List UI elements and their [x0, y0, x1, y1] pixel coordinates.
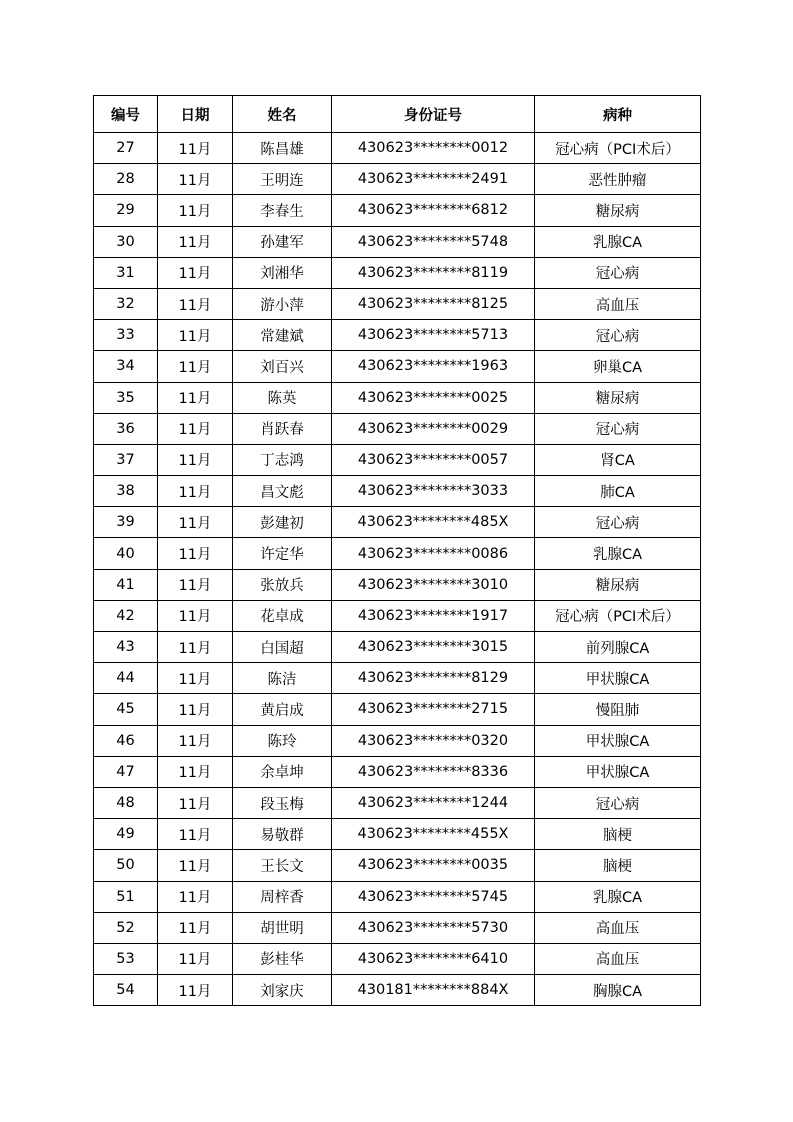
patient-table: [93, 95, 701, 1006]
table-row: [94, 226, 701, 257]
table-row: [94, 694, 701, 725]
cell-date: 11月: [158, 133, 233, 164]
cell-date: 11月: [158, 382, 233, 413]
cell-disease: 冠心病: [535, 413, 701, 444]
cell-date: 11月: [158, 413, 233, 444]
cell-date: 11月: [158, 320, 233, 351]
table-row: [94, 195, 701, 226]
cell-id-number: 430623********5748: [332, 226, 535, 257]
table-row: [94, 725, 701, 756]
cell-number: 48: [94, 787, 158, 818]
cell-date: 11月: [158, 975, 233, 1006]
cell-id-number: 430623********5730: [332, 912, 535, 943]
table-row: [94, 881, 701, 912]
cell-id-number: 430623********2491: [332, 164, 535, 195]
cell-number: 38: [94, 476, 158, 507]
cell-date: 11月: [158, 850, 233, 881]
cell-id-number: 430623********0025: [332, 382, 535, 413]
cell-name: 周梓香: [233, 881, 332, 912]
cell-disease: 脑梗: [535, 850, 701, 881]
cell-number: 40: [94, 538, 158, 569]
cell-id-number: 430623********0057: [332, 444, 535, 475]
table-row: [94, 632, 701, 663]
cell-id-number: 430623********485X: [332, 507, 535, 538]
table-row: [94, 507, 701, 538]
cell-disease: 乳腺CA: [535, 881, 701, 912]
cell-date: 11月: [158, 694, 233, 725]
table-row: [94, 663, 701, 694]
table-row: [94, 943, 701, 974]
table-row: [94, 912, 701, 943]
table-row: [94, 257, 701, 288]
table-row: [94, 787, 701, 818]
cell-number: 47: [94, 756, 158, 787]
cell-disease: 冠心病: [535, 787, 701, 818]
cell-id-number: 430623********455X: [332, 819, 535, 850]
cell-disease: 甲状腺CA: [535, 725, 701, 756]
cell-number: 28: [94, 164, 158, 195]
cell-disease: 高血压: [535, 943, 701, 974]
cell-name: 彭桂华: [233, 943, 332, 974]
cell-id-number: 430623********8129: [332, 663, 535, 694]
cell-id-number: 430623********3015: [332, 632, 535, 663]
cell-date: 11月: [158, 257, 233, 288]
table-row: [94, 850, 701, 881]
cell-number: 31: [94, 257, 158, 288]
cell-disease: 高血压: [535, 912, 701, 943]
cell-disease: 糖尿病: [535, 569, 701, 600]
cell-number: 42: [94, 600, 158, 631]
cell-id-number: 430623********0086: [332, 538, 535, 569]
cell-name: 肖跃春: [233, 413, 332, 444]
cell-name: 刘百兴: [233, 351, 332, 382]
cell-date: 11月: [158, 507, 233, 538]
cell-id-number: 430623********6812: [332, 195, 535, 226]
cell-id-number: 430623********0012: [332, 133, 535, 164]
cell-name: 余卓坤: [233, 756, 332, 787]
table-row: [94, 975, 701, 1006]
cell-number: 46: [94, 725, 158, 756]
cell-number: 32: [94, 288, 158, 319]
table-row: [94, 600, 701, 631]
cell-disease: 胸腺CA: [535, 975, 701, 1006]
header-id-number: 身份证号: [332, 96, 535, 133]
cell-disease: 冠心病: [535, 507, 701, 538]
cell-date: 11月: [158, 444, 233, 475]
table-row: [94, 569, 701, 600]
table-row: [94, 320, 701, 351]
cell-number: 43: [94, 632, 158, 663]
cell-disease: 乳腺CA: [535, 226, 701, 257]
cell-name: 张放兵: [233, 569, 332, 600]
cell-id-number: 430623********0035: [332, 850, 535, 881]
cell-name: 陈英: [233, 382, 332, 413]
table-row: [94, 413, 701, 444]
cell-id-number: 430623********3010: [332, 569, 535, 600]
cell-date: 11月: [158, 476, 233, 507]
cell-disease: 冠心病（PCI术后）: [535, 600, 701, 631]
cell-number: 54: [94, 975, 158, 1006]
cell-date: 11月: [158, 943, 233, 974]
cell-number: 29: [94, 195, 158, 226]
header-row: [94, 96, 701, 133]
cell-date: 11月: [158, 725, 233, 756]
cell-date: 11月: [158, 538, 233, 569]
header-number: 编号: [94, 96, 158, 133]
cell-disease: 恶性肿瘤: [535, 164, 701, 195]
header-name: 姓名: [233, 96, 332, 133]
cell-number: 27: [94, 133, 158, 164]
cell-number: 44: [94, 663, 158, 694]
cell-date: 11月: [158, 912, 233, 943]
cell-name: 易敬群: [233, 819, 332, 850]
cell-disease: 甲状腺CA: [535, 663, 701, 694]
cell-name: 王长文: [233, 850, 332, 881]
cell-number: 36: [94, 413, 158, 444]
header-disease: 病种: [535, 96, 701, 133]
cell-date: 11月: [158, 819, 233, 850]
cell-id-number: 430623********0029: [332, 413, 535, 444]
cell-disease: 脑梗: [535, 819, 701, 850]
table-row: [94, 164, 701, 195]
table-row: [94, 382, 701, 413]
cell-disease: 乳腺CA: [535, 538, 701, 569]
table-row: [94, 444, 701, 475]
cell-date: 11月: [158, 195, 233, 226]
cell-number: 33: [94, 320, 158, 351]
cell-id-number: 430623********5713: [332, 320, 535, 351]
cell-date: 11月: [158, 164, 233, 195]
cell-name: 刘家庆: [233, 975, 332, 1006]
cell-number: 50: [94, 850, 158, 881]
cell-number: 49: [94, 819, 158, 850]
cell-name: 刘湘华: [233, 257, 332, 288]
cell-name: 李春生: [233, 195, 332, 226]
header-date: 日期: [158, 96, 233, 133]
cell-id-number: 430623********3033: [332, 476, 535, 507]
cell-date: 11月: [158, 881, 233, 912]
cell-name: 丁志鸿: [233, 444, 332, 475]
cell-disease: 前列腺CA: [535, 632, 701, 663]
cell-name: 白国超: [233, 632, 332, 663]
cell-name: 游小萍: [233, 288, 332, 319]
cell-number: 39: [94, 507, 158, 538]
cell-disease: 肺CA: [535, 476, 701, 507]
cell-id-number: 430623********1244: [332, 787, 535, 818]
cell-id-number: 430623********1963: [332, 351, 535, 382]
cell-disease: 冠心病: [535, 320, 701, 351]
cell-id-number: 430623********2715: [332, 694, 535, 725]
cell-number: 52: [94, 912, 158, 943]
table-row: [94, 288, 701, 319]
cell-number: 35: [94, 382, 158, 413]
cell-number: 51: [94, 881, 158, 912]
cell-id-number: 430623********8336: [332, 756, 535, 787]
table-row: [94, 756, 701, 787]
cell-number: 30: [94, 226, 158, 257]
cell-number: 45: [94, 694, 158, 725]
cell-name: 王明连: [233, 164, 332, 195]
table-row: [94, 351, 701, 382]
cell-name: 黄启成: [233, 694, 332, 725]
table-row: [94, 819, 701, 850]
table-row: [94, 476, 701, 507]
cell-disease: 糖尿病: [535, 195, 701, 226]
cell-id-number: 430623********8119: [332, 257, 535, 288]
cell-disease: 卵巢CA: [535, 351, 701, 382]
cell-name: 许定华: [233, 538, 332, 569]
cell-date: 11月: [158, 600, 233, 631]
cell-date: 11月: [158, 226, 233, 257]
cell-id-number: 430623********1917: [332, 600, 535, 631]
cell-id-number: 430623********5745: [332, 881, 535, 912]
cell-date: 11月: [158, 632, 233, 663]
cell-name: 陈洁: [233, 663, 332, 694]
cell-number: 53: [94, 943, 158, 974]
table-row: [94, 538, 701, 569]
cell-date: 11月: [158, 288, 233, 319]
cell-disease: 甲状腺CA: [535, 756, 701, 787]
cell-name: 常建斌: [233, 320, 332, 351]
cell-number: 34: [94, 351, 158, 382]
cell-name: 胡世明: [233, 912, 332, 943]
cell-id-number: 430623********6410: [332, 943, 535, 974]
cell-number: 41: [94, 569, 158, 600]
table-header: [94, 96, 701, 133]
cell-id-number: 430181********884X: [332, 975, 535, 1006]
cell-date: 11月: [158, 569, 233, 600]
cell-number: 37: [94, 444, 158, 475]
cell-disease: 慢阻肺: [535, 694, 701, 725]
cell-disease: 冠心病: [535, 257, 701, 288]
cell-name: 彭建初: [233, 507, 332, 538]
cell-name: 陈昌雄: [233, 133, 332, 164]
cell-date: 11月: [158, 663, 233, 694]
cell-name: 花卓成: [233, 600, 332, 631]
cell-name: 陈玲: [233, 725, 332, 756]
cell-disease: 冠心病（PCI术后）: [535, 133, 701, 164]
cell-date: 11月: [158, 756, 233, 787]
cell-name: 昌文彪: [233, 476, 332, 507]
table-body: [94, 133, 701, 1006]
cell-date: 11月: [158, 787, 233, 818]
cell-date: 11月: [158, 351, 233, 382]
cell-name: 孙建军: [233, 226, 332, 257]
cell-disease: 糖尿病: [535, 382, 701, 413]
cell-disease: 高血压: [535, 288, 701, 319]
cell-id-number: 430623********0320: [332, 725, 535, 756]
cell-name: 段玉梅: [233, 787, 332, 818]
cell-disease: 肾CA: [535, 444, 701, 475]
cell-id-number: 430623********8125: [332, 288, 535, 319]
table-row: [94, 133, 701, 164]
